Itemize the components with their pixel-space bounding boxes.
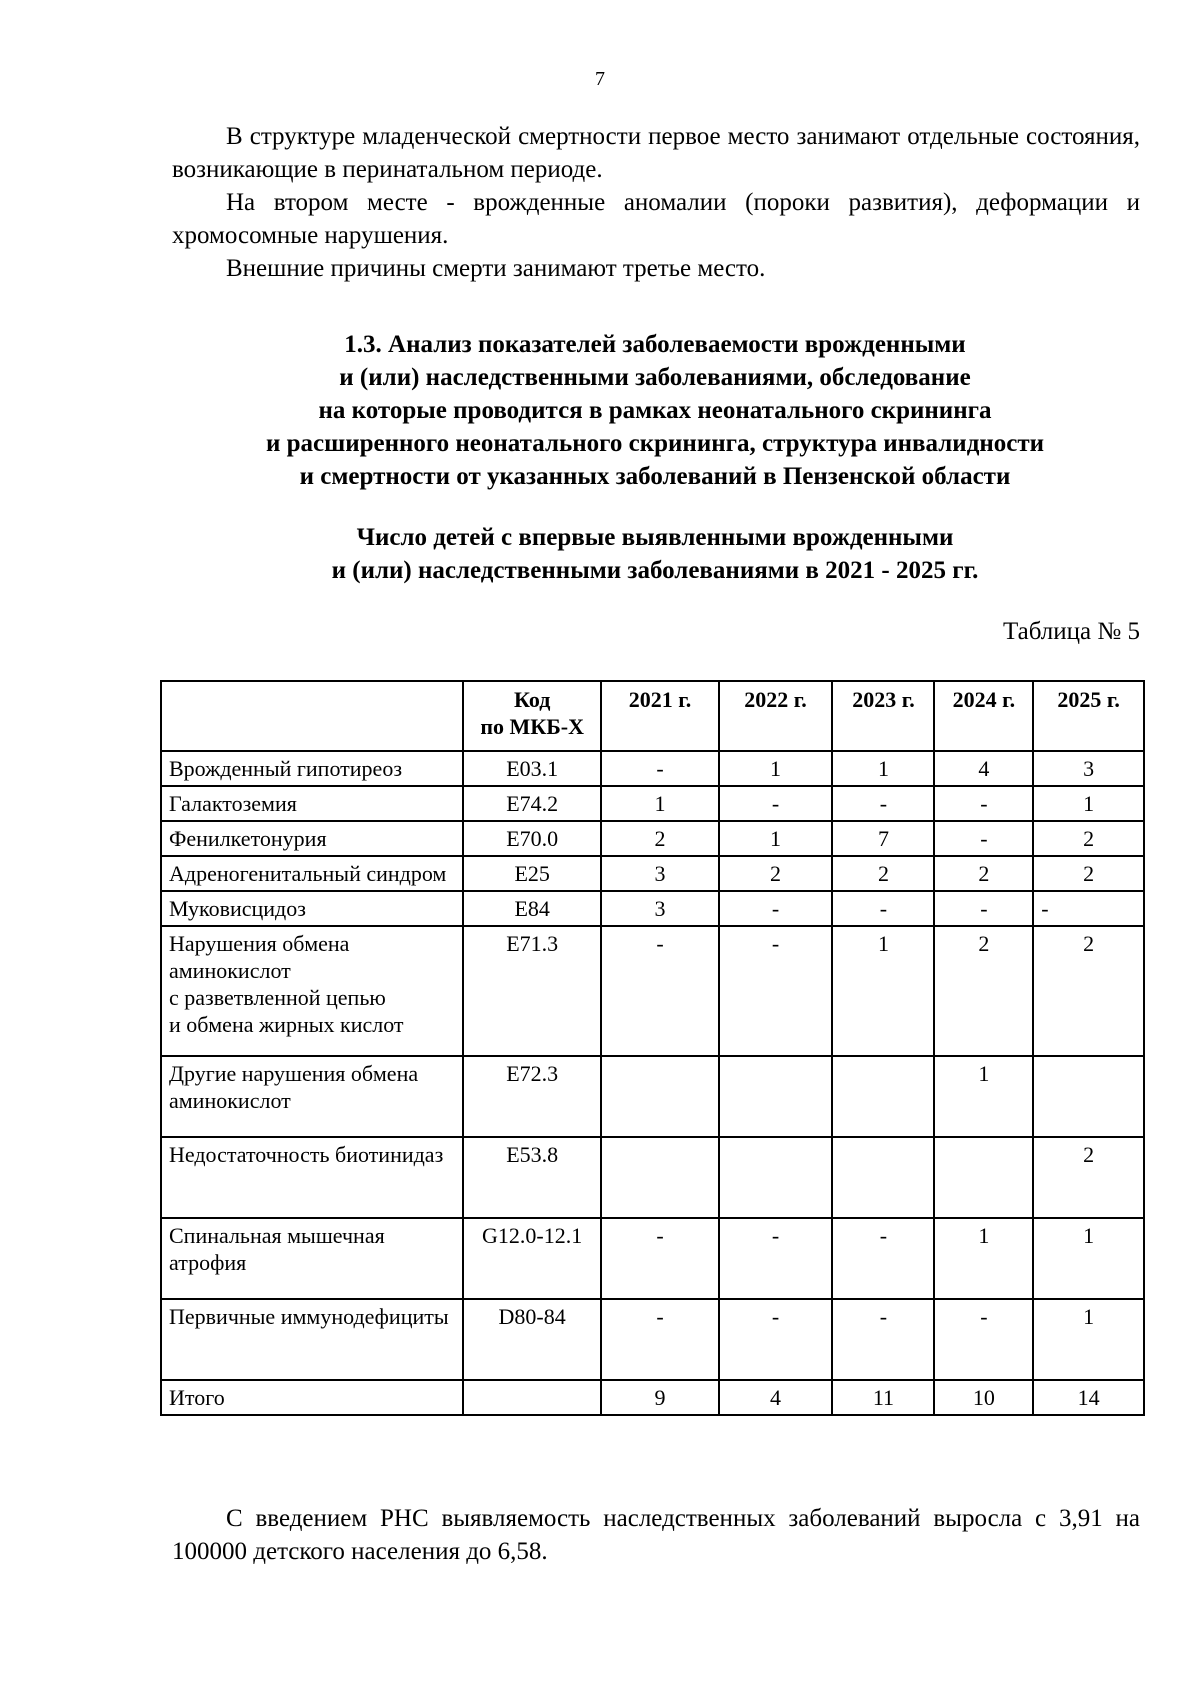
table-row: [161, 1056, 1144, 1137]
value-2025: 2: [1033, 821, 1144, 856]
value-2025: 1: [1033, 1218, 1144, 1299]
table-header-row: [161, 681, 1144, 751]
icd-code: E70.0: [463, 821, 602, 856]
table-row: [161, 786, 1144, 821]
value-2021: 1: [601, 786, 718, 821]
value-2022: [719, 1137, 833, 1218]
value-2022: 2: [719, 856, 833, 891]
value-2022: 1: [719, 751, 833, 786]
value-2023: -: [832, 1299, 934, 1380]
table-title: [160, 521, 1150, 587]
value-2025: [1033, 1056, 1144, 1137]
outro-text: [172, 1502, 1140, 1568]
disease-name: Муковисцидоз: [161, 891, 463, 926]
intro-text: [172, 120, 1140, 285]
total-2022: 4: [719, 1380, 833, 1415]
value-2025: 1: [1033, 786, 1144, 821]
disease-name: Врожденный гипотиреоз: [161, 751, 463, 786]
disease-name: Первичные иммунодефициты: [161, 1299, 463, 1380]
disease-name: Галактоземия: [161, 786, 463, 821]
icd-code: E74.2: [463, 786, 602, 821]
table-row: [161, 891, 1144, 926]
icd-code: D80-84: [463, 1299, 602, 1380]
table-row: [161, 1218, 1144, 1299]
value-2021: [601, 1056, 718, 1137]
value-2023: 2: [832, 856, 934, 891]
icd-code: E25: [463, 856, 602, 891]
value-2021: -: [601, 751, 718, 786]
value-2021: -: [601, 926, 718, 1056]
table-row: [161, 856, 1144, 891]
value-2021: 2: [601, 821, 718, 856]
icd-code: E72.3: [463, 1056, 602, 1137]
value-2022: 1: [719, 821, 833, 856]
value-2024: -: [934, 1299, 1033, 1380]
total-2025: 14: [1033, 1380, 1144, 1415]
total-2024: 10: [934, 1380, 1033, 1415]
section-heading-line: на которые проводится в рамках неонатального скрининга: [318, 397, 992, 424]
header-cell-name: [161, 681, 463, 751]
value-2023: -: [832, 891, 934, 926]
value-2022: -: [719, 1299, 833, 1380]
value-2025: -: [1033, 891, 1144, 926]
icd-code: G12.0-12.1: [463, 1218, 602, 1299]
value-2023: [832, 1056, 934, 1137]
disease-name: Фенилкетонурия: [161, 821, 463, 856]
total-2023: 11: [832, 1380, 934, 1415]
value-2022: [719, 1056, 833, 1137]
value-2024: 4: [934, 751, 1033, 786]
value-2024: -: [934, 891, 1033, 926]
value-2023: -: [832, 1218, 934, 1299]
table-row: [161, 821, 1144, 856]
value-2023: 1: [832, 926, 934, 1056]
value-2024: -: [934, 821, 1033, 856]
value-2021: [601, 1137, 718, 1218]
value-2021: 3: [601, 856, 718, 891]
value-2024: [934, 1137, 1033, 1218]
header-cell-code: Код по МКБ-Х: [463, 681, 602, 751]
disease-table: [160, 680, 1145, 1416]
section-heading: [160, 328, 1150, 493]
outro-paragraph: С введением РНС выявляемость наследственных заболеваний выросла с 3,91 на 100000 детского населения до 6,58.: [172, 1505, 1140, 1565]
value-2021: -: [601, 1299, 718, 1380]
icd-code: E53.8: [463, 1137, 602, 1218]
section-heading-line: и (или) наследственными заболеваниями, обследование: [339, 364, 971, 391]
header-cell-2021: 2021 г.: [601, 681, 718, 751]
table-title-line: Число детей с впервые выявленными врожденными: [356, 524, 954, 551]
value-2023: 7: [832, 821, 934, 856]
table-row: [161, 751, 1144, 786]
section-heading-line: и расширенного неонатального скрининга, структура инвалидности: [265, 430, 1045, 457]
value-2025: 2: [1033, 926, 1144, 1056]
table-row: [161, 1137, 1144, 1218]
value-2023: 1: [832, 751, 934, 786]
value-2024: 1: [934, 1056, 1033, 1137]
total-2021: 9: [601, 1380, 718, 1415]
table-row: [161, 1299, 1144, 1380]
table-title-line: и (или) наследственными заболеваниями в 2021 - 2025 гг.: [331, 557, 979, 584]
disease-name: Другие нарушения обмена аминокислот: [161, 1056, 463, 1137]
page-number: 7: [595, 68, 605, 90]
table-label: Таблица № 5: [1002, 618, 1140, 645]
value-2022: -: [719, 786, 833, 821]
value-2021: 3: [601, 891, 718, 926]
disease-name: Адреногенитальный синдром: [161, 856, 463, 891]
value-2024: 2: [934, 856, 1033, 891]
value-2025: 2: [1033, 856, 1144, 891]
header-cell-2024: 2024 г.: [934, 681, 1033, 751]
value-2022: -: [719, 1218, 833, 1299]
value-2025: 1: [1033, 1299, 1144, 1380]
disease-name: Спинальная мышечная атрофия: [161, 1218, 463, 1299]
icd-code: [463, 1380, 602, 1415]
icd-code: E03.1: [463, 751, 602, 786]
disease-name: Нарушения обмена аминокислот с разветвленной цепью и обмена жирных кислот: [161, 926, 463, 1056]
disease-name: Недостаточность биотинидаз: [161, 1137, 463, 1218]
total-label: Итого: [161, 1380, 463, 1415]
value-2025: 3: [1033, 751, 1144, 786]
value-2023: -: [832, 786, 934, 821]
icd-code: E71.3: [463, 926, 602, 1056]
section-heading-line: и смертности от указанных заболеваний в Пензенской области: [299, 463, 1011, 490]
intro-paragraph-2: На втором месте - врожденные аномалии (пороки развития), деформации и хромосомные нарушения.: [172, 189, 1140, 249]
value-2021: -: [601, 1218, 718, 1299]
value-2025: 2: [1033, 1137, 1144, 1218]
table-row: [161, 926, 1144, 1056]
header-cell-2025: 2025 г.: [1033, 681, 1144, 751]
value-2022: -: [719, 926, 833, 1056]
header-cell-2023: 2023 г.: [832, 681, 934, 751]
table-total-row: [161, 1380, 1144, 1415]
icd-code: E84: [463, 891, 602, 926]
value-2023: [832, 1137, 934, 1218]
header-cell-2022: 2022 г.: [719, 681, 833, 751]
value-2022: -: [719, 891, 833, 926]
value-2024: 2: [934, 926, 1033, 1056]
intro-paragraph-3: Внешние причины смерти занимают третье место.: [226, 255, 766, 282]
section-heading-line: 1.3. Анализ показателей заболеваемости врожденными: [344, 331, 966, 358]
value-2024: 1: [934, 1218, 1033, 1299]
intro-paragraph-1: В структуре младенческой смертности первое место занимают отдельные состояния, возникающие в перинатальном периоде.: [172, 123, 1140, 183]
value-2024: -: [934, 786, 1033, 821]
